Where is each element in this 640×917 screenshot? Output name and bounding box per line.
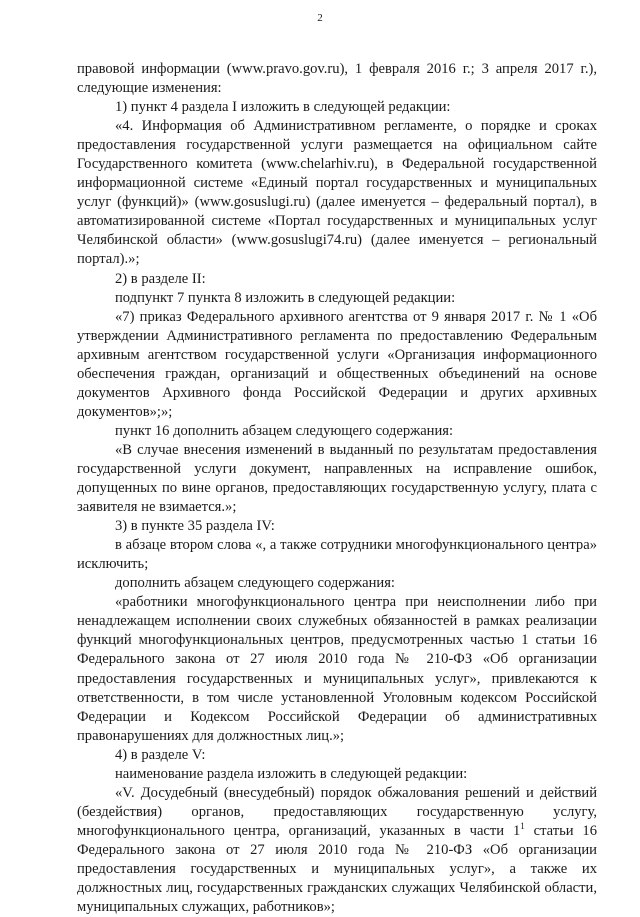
section-5-text-part2: статьи 16 Федерального закона от 27 июля 2010 года № 210-ФЗ «Об организации предоставления государственных и муниципальных услуг», а также их должностных лиц, государственных гражданских служащих Челябинской области, муниципальных служащих, работников»; <box>77 822 597 916</box>
paragraph-order-7: «7) приказ Федерального архивного агентства от 9 января 2017 г. № 1 «Об утверждении Административного регламента по предоставлению Федеральным архивным агентством государственной услуги «Организация информационного обеспечения граждан, организаций и общественных объединений на основе документов Архивного фонда Российской Федерации и других архивных документов»;»; <box>77 308 597 420</box>
paragraph-item-4: 4) в разделе V: <box>115 746 206 763</box>
paragraph-point-35-c: «работники многофункционального центра при неисполнении либо при ненадлежащем исполнении своих служебных обязанностей в рамках реализации функций многофункциональных центров, предусмотренных частью 1 статьи 16 Федерального закона от 27 июля 2010 года № 210-ФЗ «Об организации предоставления государственных и муниципальных услуг», привлекаются к ответственности, в том числе установленной Уголовным кодексом Российской Федерации и Кодексом Российской Федерации об административных правонарушениях для должностных лиц.»; <box>77 594 597 744</box>
paragraph-point-16: «В случае внесения изменений в выданный по результатам предоставления государственной услуги документ, направленных на исправление ошибок, допущенных по вине органов, предоставляющих государственную услугу, плата с заявителя не взимается.»; <box>77 441 597 516</box>
paragraph-point-4: «4. Информация об Административном регламенте, о порядке и сроках предоставления государственной услуги размещается на официальном сайте Государственного комитета (www.chelarhiv.ru), в Федеральной государственной информационной системе «Единый портал государственных и муниципальных услуг (функций)» (www.gosuslugi.ru) (далее именуется – федеральный портал), в автоматизированной системе «Портал государственных и муниципальных услуг Челябинской области» (www.gosuslugi74.ru) (далее именуется – региональный портал).»; <box>77 118 597 268</box>
paragraph-section-5-intro: наименование раздела изложить в следующей редакции: <box>115 765 468 782</box>
paragraph-item-3: 3) в пункте 35 раздела IV: <box>115 518 275 535</box>
paragraph-point-35-b: дополнить абзацем следующего содержания: <box>115 575 395 592</box>
paragraph-item-1: 1) пункт 4 раздела I изложить в следующей редакции: <box>115 99 451 116</box>
paragraph-item-2: 2) в разделе II: <box>115 270 206 287</box>
document-body <box>77 60 597 917</box>
paragraph-point-16-intro: пункт 16 дополнить абзацем следующего содержания: <box>115 422 454 439</box>
paragraph-point-35-a: в абзаце втором слова «, а также сотрудники многофункционального центра» исключить; <box>77 537 597 573</box>
paragraph-subpoint-7: подпункт 7 пункта 8 изложить в следующей редакции: <box>115 289 456 306</box>
paragraph-section-5-title <box>77 784 597 917</box>
page-number: 2 <box>317 12 323 24</box>
paragraph-intro: правовой информации (www.pravo.gov.ru), 1 февраля 2016 г.; 3 апреля 2017 г.), следующие изменения: <box>77 61 597 97</box>
section-5-text-part1: «V. Досудебный (внесудебный) порядок обжалования решений и действий (бездействия) органов, предоставляющих государственную услугу, многофункционального центра, организаций, указанных в части 1 <box>77 784 597 839</box>
superscript-one: 1 <box>520 821 525 832</box>
